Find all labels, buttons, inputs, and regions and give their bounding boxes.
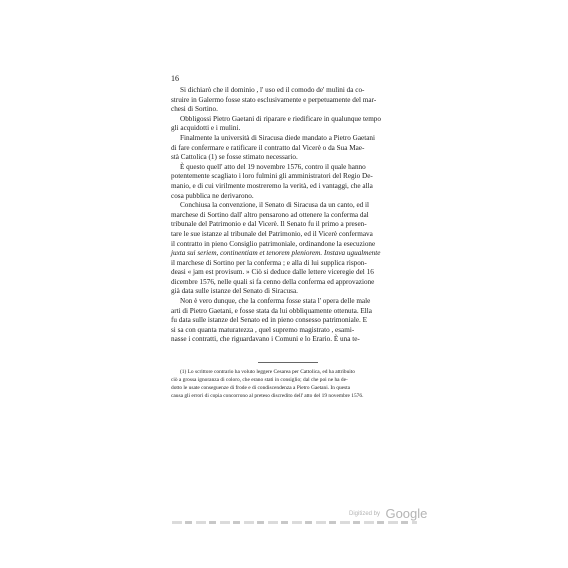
footnote [171,369,416,401]
text-line: potentemente scagliato i loro fulmini gli amministratori del Regio De- [171,172,373,181]
text-line: deasi « jam est provisum. » Ciò si deduce dalle lettere viceregie del 16 [171,268,374,277]
text-line: Non è vero dunque, che la conferma fosse stata l' opera delle male [180,297,371,306]
text-line: manio, e di cui virilmente mostreremo la verità, ed i vantaggi, che alla [171,181,373,190]
text-line: il contratto in pieno Consiglio patrimoniale, ordinandone la esecuzione [171,239,376,248]
text-line: si sa con quanta maturatezza , quel supremo magistrato , esami- [171,325,355,334]
text-line: Obbligossi Pietro Gaetani di riparare e riedificare in qualunque tempo [180,114,381,123]
text-line: juxta sui seriem, continentiam et tenorem pleniorem. Instava ugualmente [171,249,381,258]
paragraph [171,201,416,297]
footnote-line: dotto le usate conseguenze di frode e di condiscendenza a Pietro Gaetani. In questa [171,384,351,391]
text-line: Conchiusa la convenzione, il Senato di Siracusa da un canto, ed il [180,201,370,210]
paragraph [171,297,416,345]
footnote-divider [258,362,318,363]
text-line: già data sulle istanze del Senato di Siracusa. [171,287,298,296]
text-line: gli acquidotti e i mulini. [171,124,241,133]
text-line: tribunale del Patrimonio e dal Vicerè. Il Senato fu il primo a presen- [171,220,367,229]
text-line: Finalmente la università di Siracusa diede mandato a Pietro Gaetani [180,133,375,142]
paragraph [171,134,416,163]
paragraph [171,115,416,134]
footnote-line: causa gli errori di copia concorrono al preteso discredito dell' atto del 19 novembre 1576. [171,392,364,399]
text-line: di fare confermare e ratificare il contratto dal Vicerè o da Sua Mae- [171,143,365,152]
footnote-line: ciò a grossa ignoranza di coloro, che erano stati in consiglio; dal che poi ne ha de- [171,376,348,383]
text-line: cosa pubblica ne derivarono. [171,191,254,200]
watermark-brand: Google [385,506,428,522]
footnote-line: (1) Lo scrittore contrario ha voluto leggere Cesarea per Cattolica, ed ha attribuito [180,369,355,375]
paragraph [171,86,416,115]
text-line: È questo quell' atto del 19 novembre 1576, contro il quale hanno [180,162,366,171]
text-line: tare le sue istanze al tribunale del Patrimonio, ed il Vicerè confermava [171,229,373,238]
text-line: fu data sulle istanze del Senato ed in pieno consesso patrimoniale. E [171,316,368,325]
body-text [171,86,416,345]
text-line: arti di Pietro Gaetani, e fosse stata da lui obbliquamente ottenuta. Ella [171,306,372,315]
text-line: il marchese di Sortino per la conferma ; e alla di lui supplica rispon- [171,258,367,267]
text-line: struire in Galermo fosse stato esclusivamente e perpetuamente del mar- [171,95,377,104]
bleed-through-strip [172,521,417,524]
text-line: dicembre 1576, nelle quali si fa cenno della conferma ed approvazione [171,277,375,286]
text-line: Si dichiarò che il dominio , l' uso ed il comodo de' mulini da co- [180,86,365,94]
text-line: chesi di Sortino. [171,105,218,114]
page-number: 16 [171,74,179,83]
text-line: nasse i contratti, che riguardavano i Comuni e lo Erario. È una te- [171,335,360,344]
paragraph [171,163,416,201]
watermark-prefix: Digitized by [349,510,381,517]
text-line: stà Cattolica (1) se fosse stimato necessario. [171,153,298,162]
text-line: marchese di Sortino dall' altro pensarono ad ottenere la conferma dal [171,210,369,219]
